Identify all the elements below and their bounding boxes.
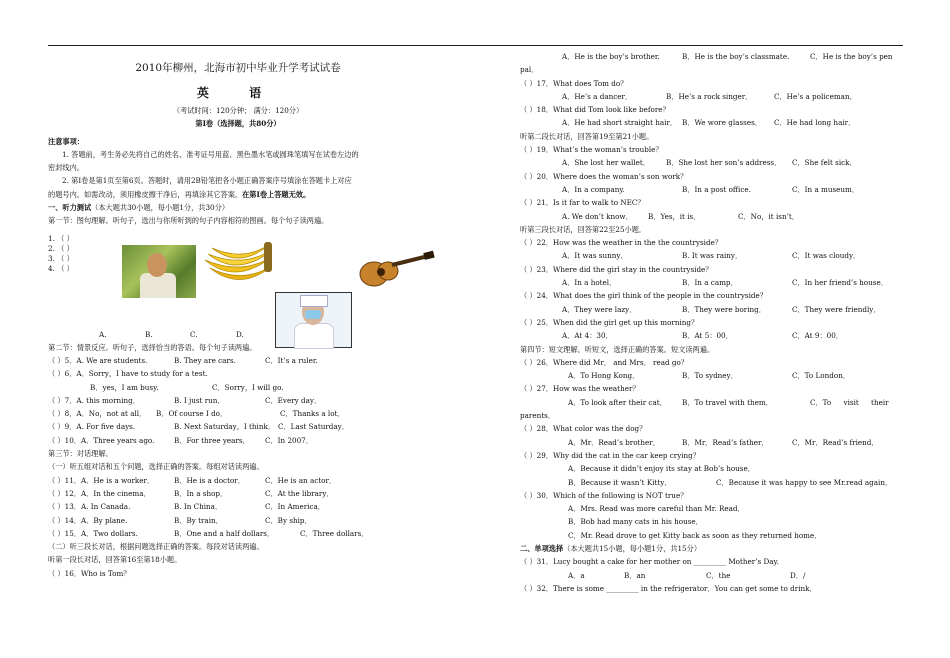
question-18: （ ）18．What did Tom look like before？ <box>520 105 670 115</box>
note-2a: 2. 第Ⅰ卷是第1页至第6页。答题时，请用2B铅笔把各小题正确答案序号填涂在答题卡上对应 <box>62 176 352 186</box>
q29-b: B．Because it wasn’t Kitty． <box>568 477 672 487</box>
q24-b: B．They were boring． <box>682 304 766 314</box>
question-21: （ ）21．Is it far to walk to NEC？ <box>520 198 645 208</box>
q26-a: A．To Hong Kong． <box>568 371 640 381</box>
right-column <box>520 50 915 595</box>
q14-c: C．By ship． <box>265 515 312 525</box>
q6-b: B．yes，I am busy. <box>90 382 159 392</box>
question-22: （ ）22．How was the weather in the the countryside？ <box>520 238 723 248</box>
q18-a: A．He had short straight hair． <box>562 118 678 128</box>
q20-a: A．In a company. <box>562 184 625 194</box>
q18-c: C．He had long hair． <box>774 118 856 128</box>
q6-c: C．Sorry，I will go. <box>212 382 284 392</box>
part-4-instruction: 第四节：短文理解。听短文，选择正确的答案。短文读两遍。 <box>520 344 715 354</box>
question-6b <box>48 381 432 394</box>
exam-title: 2010年柳州，北海市初中毕业升学考试试卷 <box>135 62 341 74</box>
question-28: （ ）28．What color was the dog？ <box>520 424 647 434</box>
q21-a: A. We don’t know． <box>562 211 633 221</box>
pic-item: 4. （ ） <box>48 263 74 273</box>
nurse-picture <box>275 292 352 348</box>
q5-c: C．It’s a ruler. <box>265 355 318 365</box>
bananas-picture <box>200 240 275 292</box>
question-10 <box>48 434 432 447</box>
q18-b: B．We wore glasses． <box>682 118 762 128</box>
guitar-picture <box>354 250 436 290</box>
q20-c: C．In a museum． <box>792 184 860 194</box>
q27-options <box>520 396 915 409</box>
q25-options <box>520 329 915 342</box>
q16-c: C．He is the boy’s pen <box>810 52 893 61</box>
question-25: （ ）25．When did the girl get up this morning？ <box>520 317 699 327</box>
long-dialogue-1: 听第一段长对话，回答第16至第18小题。 <box>48 555 182 565</box>
q23-a: A．In a hotel． <box>562 278 617 288</box>
q8-a: （ ）8．A．No，not at all． <box>48 409 147 419</box>
q15-a: （ ）15．A．Two dollars. <box>48 528 138 538</box>
nurse-coat <box>294 323 334 349</box>
q24-c: C．They were friendly． <box>792 304 881 314</box>
pic-item: 3. （ ） <box>48 253 74 263</box>
q8-c: C．Thanks a lot． <box>280 409 345 419</box>
q22-options <box>520 249 915 262</box>
nurse-mask <box>305 310 321 319</box>
q15-c: C．Three dollars． <box>300 528 369 538</box>
part-3a-instruction: （一）听五组对话和五个问题，选择正确的答案。每组对话读两遍。 <box>48 462 264 472</box>
q17-b: B．He’s a rock singer． <box>666 91 753 101</box>
q27-b: B．To travel with them． <box>682 397 773 407</box>
q28-b: B．Mr．Read’s father． <box>682 437 769 447</box>
q29-options <box>520 476 915 489</box>
notes-title: 注意事项： <box>48 136 84 146</box>
q5-b: B. They are cars. <box>174 355 236 365</box>
pic-label-b: B. <box>145 329 153 339</box>
pic-label-a: A. <box>99 329 107 339</box>
q25-a: A．At 4：30． <box>562 331 613 341</box>
left-column <box>48 50 432 580</box>
q9-b: B. Next Saturday，I think． <box>174 422 276 432</box>
q27-options-cont: parents． <box>520 411 555 421</box>
q20-options <box>520 183 915 196</box>
question-24: （ ）24．What does the girl think of the people in the countryside？ <box>520 291 767 301</box>
q26-c: C．To London． <box>792 371 851 381</box>
q10-c: C．In 2007． <box>265 435 313 445</box>
question-13 <box>48 500 432 513</box>
q18-options <box>520 116 915 129</box>
question-9 <box>48 420 432 433</box>
note-2b <box>48 188 432 201</box>
subject-title: 英 语 <box>196 86 280 100</box>
part-title: 第Ⅰ卷（选择题，共80分） <box>195 119 281 129</box>
q9-c: C．Last Saturday． <box>278 422 349 432</box>
section-1-title: 一、听力测试 <box>48 203 92 213</box>
q22-c: C．It was cloudy． <box>792 251 861 261</box>
q16-options-cont: pal． <box>520 65 539 75</box>
q28-c: C．Mr．Read’s friend． <box>792 437 879 447</box>
section-2-heading <box>520 542 915 555</box>
q12-a: （ ）12．A．In the cinema． <box>48 488 151 498</box>
section-1-heading <box>48 201 432 214</box>
q7-c: C．Every day． <box>265 395 322 405</box>
q21-b: B．Yes，it is． <box>648 211 701 221</box>
section-2-title: 二、单项选择 <box>520 543 564 553</box>
q30-option-c: C．Mr. Read drove to get Kitty back as soon as they returned home． <box>568 530 822 540</box>
note-2b-text: 的题号内。如需改动，须用橡皮擦干净后，再填涂其它答案。 <box>48 189 243 199</box>
q30-option-a: A．Mrs. Read was more careful than Mr. Read． <box>568 504 745 514</box>
q26-options <box>520 369 915 382</box>
top-rule <box>48 45 903 46</box>
note-1a: 1. 答题前，考生务必先将自己的姓名、准考证号用蓝、黑色墨水笔或圆珠笔填写在试卷左边的 <box>62 149 359 159</box>
q29-c: C．Because it was happy to see Mr.read again． <box>716 477 893 487</box>
q14-a: （ ）14．A．By plane. <box>48 515 128 525</box>
q21-c: C．No，it isn’t． <box>738 211 799 221</box>
note-1b: 密封线内。 <box>48 163 84 173</box>
pic-item: 2. （ ） <box>48 243 74 253</box>
q5-a: （ ）5．A. We are students. <box>48 355 148 365</box>
q7-a: （ ）7．A. this morning． <box>48 395 140 405</box>
question-15 <box>48 527 432 540</box>
q11-a: （ ）11．A．He is a worker． <box>48 475 155 485</box>
question-8 <box>48 407 432 420</box>
q23-c: C．In her friend’s house． <box>792 278 888 288</box>
part-1-instruction: 第一节：图句理解。听句子，选出与你所听到的句子内容相符的图画。每个句子读两遍。 <box>48 216 329 226</box>
question-31: （ ）31．Lucy bought a cake for her mother on _________ Mother’s Day. <box>520 557 779 567</box>
q28-options <box>520 436 915 449</box>
pic-item: 1. （ ） <box>48 233 74 243</box>
q16-b: B．He is the boy’s classmate. <box>682 52 790 61</box>
nurse-cap <box>300 295 328 307</box>
part-3-instruction: 第三节：对话理解。 <box>48 449 113 459</box>
picture-answer-list <box>48 234 74 274</box>
q27-c: C．To visit their <box>810 397 889 407</box>
q13-c: C．In America． <box>265 502 325 512</box>
q28-a: A．Mr．Read’s brother． <box>568 437 660 447</box>
q11-b: B．He is a doctor． <box>174 475 245 485</box>
q9-a: （ ）9．A. For five days. <box>48 422 136 432</box>
q7-b: B. I just run． <box>174 395 225 405</box>
q13-a: （ ）13．A. In Canada. <box>48 502 131 512</box>
question-12 <box>48 487 432 500</box>
question-26: （ ）26．Where did Mr． and Mrs． read go？ <box>520 357 689 367</box>
question-11 <box>48 474 432 487</box>
q31-a: A．a <box>568 570 585 580</box>
q25-c: C．At 9：00． <box>792 331 844 341</box>
question-5 <box>48 354 432 367</box>
question-7 <box>48 394 432 407</box>
q26-b: B．To sydney． <box>682 371 738 381</box>
q17-c: C．He’s a policeman． <box>774 91 857 101</box>
q23-b: B．In a camp． <box>682 278 738 288</box>
question-20: （ ）20．Where does the woman’s son work？ <box>520 171 688 181</box>
q22-a: A．It was sunny． <box>562 251 628 261</box>
q23-options <box>520 276 915 289</box>
question-6: （ ）6．A．Sorry，I have to study for a test. <box>48 369 208 379</box>
q31-c: C．the <box>706 570 731 580</box>
q17-a: A．He’s a dancer． <box>562 91 633 101</box>
pic-label-d: D. <box>236 329 244 339</box>
question-32: （ ）32．There is some _________ in the refrigerator．You can get some to drink． <box>520 583 817 593</box>
farmer-face <box>147 253 167 277</box>
question-29: （ ）29．Why did the cat in the car keep crying？ <box>520 450 700 460</box>
q22-b: B. It was rainy． <box>682 251 743 261</box>
q31-d: D．/ <box>790 570 806 580</box>
picture-labels <box>48 328 432 341</box>
question-27: （ ）27．How was the weather？ <box>520 384 640 394</box>
q8-b: B．Of course I do． <box>156 409 228 419</box>
q20-b: B．In a post office. <box>682 184 751 194</box>
long-dialogue-2: 听第二段长对话，回答第19至第21小题。 <box>520 131 654 141</box>
q25-b: B．At 5：00． <box>682 331 733 341</box>
farmer-picture <box>122 245 196 298</box>
q31-options <box>520 569 915 582</box>
q21-options <box>520 210 915 223</box>
q11-c: C．He is an actor． <box>265 475 337 485</box>
section-1-note: （本大题共30小题，每小题1分，共30分） <box>91 203 230 213</box>
q10-b: B．For three years． <box>174 435 250 445</box>
q24-a: A．They were lazy． <box>562 304 637 314</box>
section-2-note: （本大题共15小题，每小题1分，共15分） <box>563 543 702 553</box>
long-dialogue-3: 听第三段长对话，回答第22至25小题． <box>520 224 647 234</box>
q12-b: B．In a shop． <box>174 488 228 498</box>
q12-c: C．At the library． <box>265 488 334 498</box>
question-23: （ ）23．Where did the girl stay in the countryside？ <box>520 264 713 274</box>
question-17: （ ）17．What does Tom do？ <box>520 78 628 88</box>
pic-label-c: C. <box>190 329 198 339</box>
question-14 <box>48 514 432 527</box>
q13-b: B. In China． <box>174 502 223 512</box>
q19-a: A．She lost her wallet． <box>562 158 650 168</box>
q16-options <box>520 50 915 63</box>
note-2b-bold: 在第Ⅰ卷上答题无效。 <box>242 189 311 199</box>
q19-c: C．She felt sick． <box>792 158 857 168</box>
question-30: （ ）30．Which of the following is NOT true？ <box>520 490 688 500</box>
q24-options <box>520 303 915 316</box>
exam-info: （考试时间：120分钟； 满分：120分） <box>172 106 304 115</box>
q30-option-b: B．Bob had many cats in his house． <box>568 517 703 527</box>
question-16: （ ）16．Who is Tom？ <box>48 568 131 578</box>
part-2-instruction: 第二节：情景反应。听句子，选择恰当的答语。每个句子读两遍。 <box>48 342 257 352</box>
q16-a: A．He is the boy’s brother. <box>562 52 660 61</box>
part-3b-instruction: （二）听三段长对话，根据问题选择正确的答案。每段对话读两遍。 <box>48 542 264 552</box>
q10-a: （ ）10．A．Three years ago. <box>48 435 155 445</box>
q27-a: A．To look after their cat． <box>568 397 667 407</box>
q15-b: B．One and a half dollars． <box>174 528 275 538</box>
q29-option-a: A．Because it didn’t enjoy its stay at Bob’s house． <box>568 464 755 474</box>
q17-options <box>520 90 915 103</box>
q31-b: B．an <box>624 570 646 580</box>
q14-b: B．By train． <box>174 515 223 525</box>
q19-options <box>520 156 915 169</box>
q19-b: B．She lost her son’s address． <box>666 158 782 168</box>
question-19: （ ）19．What’s the woman’s trouble？ <box>520 145 663 155</box>
